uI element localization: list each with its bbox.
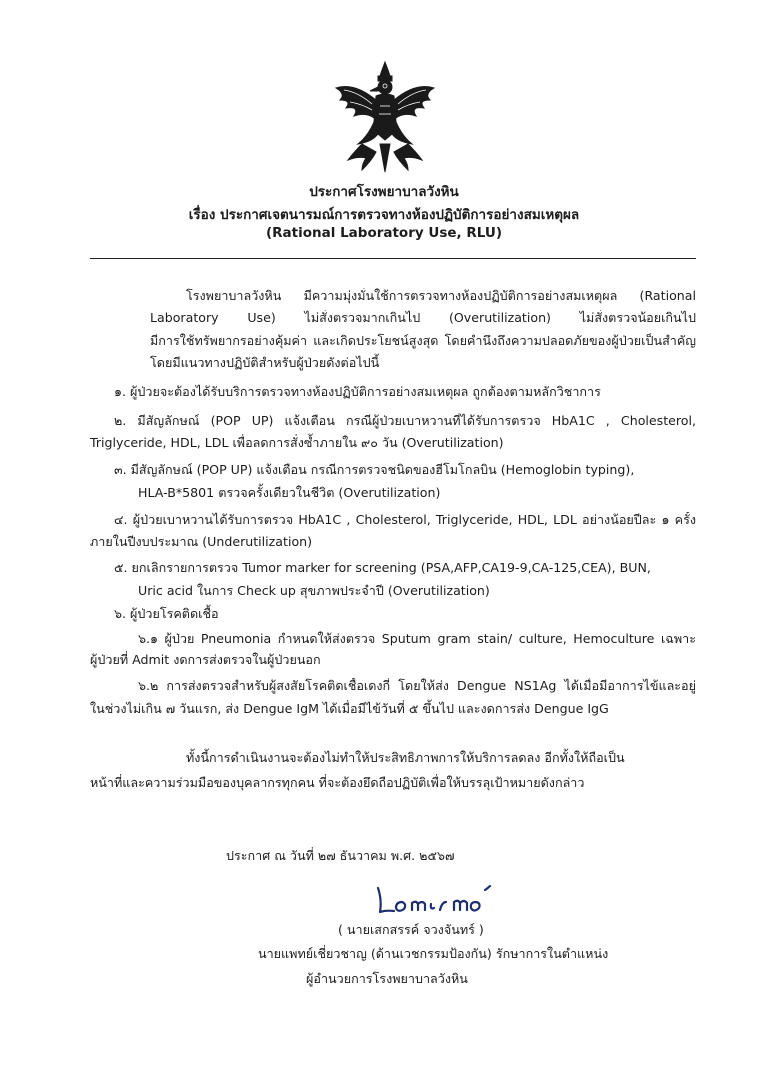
list-item: ๒. มีสัญลักษณ์ (POP UP) แจ้งเตือน กรณีผู้ป่วยเบาหวานที่ได้รับการตรวจ HbA1C , Cholesterol, (114, 413, 696, 428)
list-item-continuation: Uric acid ในการ Check up สุขภาพประจำปี (Overutilization) (138, 583, 490, 598)
signer-position: นายแพทย์เชี่ยวชาญ (ด้านเวชกรรมป้องกัน) รักษาการในตำแหน่ง (258, 946, 609, 961)
intro-line-4: โดยมีแนวทางปฏิบัติสำหรับผู้ป่วยดังต่อไปนี้ (150, 355, 380, 370)
intro-line-2: Laboratory Use) ไม่สั่งตรวจมากเกินไป (Overutilization) ไม่สั่งตรวจน้อยเกินไป (150, 310, 696, 325)
announcement-date: ประกาศ ณ วันที่ ๒๗ ธันวาคม พ.ศ. ๒๕๖๗ (226, 848, 455, 863)
handwritten-signature (372, 880, 496, 922)
intro-line-1: โรงพยาบาลวังหิน มีความมุ่งมั่นใช้การตรวจทางห้องปฏิบัติการอย่างสมเหตุผล (Rational (186, 288, 696, 303)
list-item: ๑. ผู้ป่วยจะต้องได้รับบริการตรวจทางห้องปฏิบัติการอย่างสมเหตุผล ถูกต้องตามหลักวิชาการ (114, 384, 601, 399)
org-title: ประกาศโรงพยาบาลวังหิน (309, 184, 459, 200)
signer-name: ( นายเสกสรรค์ จวงจันทร์ ) (338, 922, 484, 937)
list-item: ๖. ผู้ป่วยโรคติดเชื้อ (114, 606, 219, 621)
garuda-emblem-icon (332, 60, 438, 174)
intro-line-3: มีการใช้ทรัพยากรอย่างคุ้มค่า และเกิดประโยชน์สูงสุด โดยคำนึงถึงความปลอดภัยของผู้ป่วยเป็นสำคัญ (150, 333, 696, 348)
closing-line-2: หน้าที่และความร่วมมือของบุคลากรทุกคน ที่จะต้องยึดถือปฏิบัติเพื่อให้บรรลุเป้าหมายดังกล่าว (90, 775, 585, 790)
header-divider (90, 258, 696, 259)
list-subitem-continuation: ในช่วงไม่เกิน ๗ วันแรก, ส่ง Dengue IgM ได้เมื่อมีไข้วันที่ ๕ ขึ้นไป และงดการส่ง Dengue IgG (90, 701, 609, 716)
list-subitem: ๖.๑ ผู้ป่วย Pneumonia กำหนดให้ส่งตรวจ Sputum gram stain/ culture, Hemoculture เฉพาะ (138, 631, 696, 646)
closing-line-1: ทั้งนี้การดำเนินงานจะต้องไม่ทำให้ประสิทธิภาพการให้บริการลดลง อีกทั้งให้ถือเป็น (186, 750, 625, 765)
subject-title: เรื่อง ประกาศเจตนารมณ์การตรวจทางห้องปฏิบัติการอย่างสมเหตุผล (188, 207, 580, 223)
list-item-continuation: ภายในปีงบประมาณ (Underutilization) (90, 534, 313, 549)
list-item-continuation: HLA-B*5801 ตรวจครั้งเดียวในชีวิต (Overutilization) (138, 485, 441, 500)
list-item: ๕. ยกเลิกรายการตรวจ Tumor marker for screening (PSA,AFP,CA19-9,CA-125,CEA), BUN, (114, 560, 651, 575)
list-item-continuation: Triglyceride, HDL, LDL เพื่อลดการสั่งซ้ำภายใน ๙๐ วัน (Overutilization) (90, 435, 504, 450)
subject-english: (Rational Laboratory Use, RLU) (265, 225, 502, 241)
list-subitem-continuation: ผู้ป่วยที่ Admit งดการส่งตรวจในผู้ป่วยนอก (90, 652, 321, 667)
list-item: ๓. มีสัญลักษณ์ (POP UP) แจ้งเตือน กรณีการตรวจชนิดของฮีโมโกลบิน (Hemoglobin typing), (114, 462, 635, 477)
list-item: ๔. ผู้ป่วยเบาหวานได้รับการตรวจ HbA1C , Cholesterol, Triglyceride, HDL, LDL อย่างน้อยปีละ ๑ ครั้ง (114, 512, 696, 527)
signer-organization: ผู้อำนวยการโรงพยาบาลวังหิน (306, 971, 468, 986)
list-subitem: ๖.๒ การส่งตรวจสำหรับผู้สงสัยโรคติดเชื้อเดงกี่ โดยให้ส่ง Dengue NS1Ag ได้เมื่อมีอาการไข้และอยู่ (138, 678, 696, 693)
